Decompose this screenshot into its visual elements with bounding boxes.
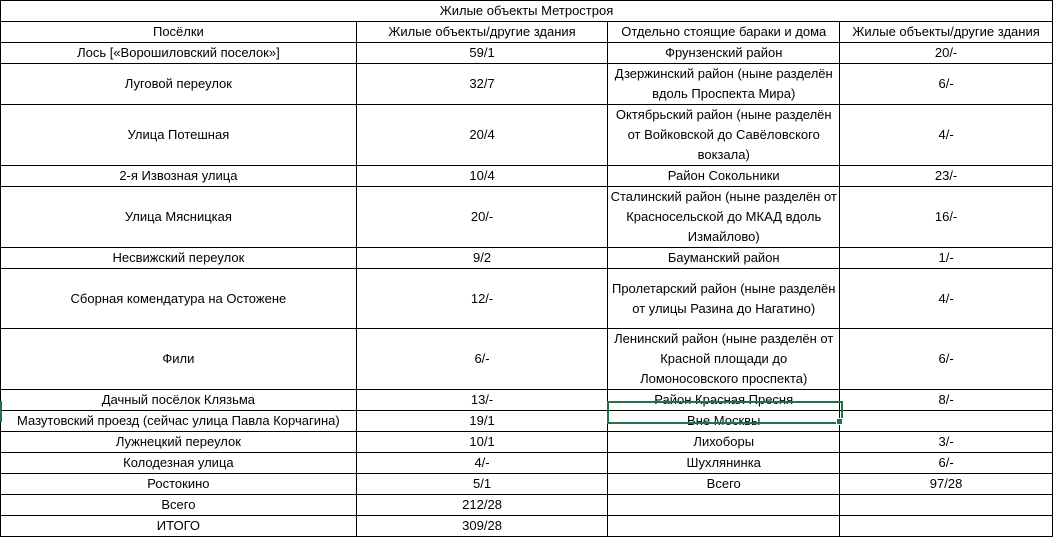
table-row [1, 432, 1053, 453]
settlement-cell[interactable]: Улица Потешная [1, 105, 357, 166]
settlement-count-cell[interactable]: 212/28 [356, 495, 608, 516]
barrack-count-cell[interactable]: 3/- [840, 432, 1053, 453]
settlement-count-cell[interactable]: 59/1 [356, 43, 608, 64]
settlement-cell[interactable]: Дачный посёлок Клязьма [1, 390, 357, 411]
settlement-cell[interactable]: Колодезная улица [1, 453, 357, 474]
table-row [1, 390, 1053, 411]
table-row [1, 453, 1053, 474]
table-row [1, 105, 1053, 166]
table-row [1, 166, 1053, 187]
table-row [1, 411, 1053, 432]
barrack-cell[interactable]: Октябрьский район (ныне разделён от Войковской до Савёловского вокзала) [608, 105, 840, 166]
header-settlements-count[interactable]: Жилые объекты/другие здания [356, 22, 608, 43]
barrack-count-cell[interactable]: 4/- [840, 269, 1053, 329]
barrack-count-cell[interactable] [840, 495, 1053, 516]
table-row [1, 43, 1053, 64]
barrack-cell[interactable]: Район Сокольники [608, 166, 840, 187]
settlement-cell[interactable]: Лось [«Ворошиловский поселок»] [1, 43, 357, 64]
settlement-count-cell[interactable]: 10/4 [356, 166, 608, 187]
settlement-count-cell[interactable]: 6/- [356, 329, 608, 390]
barrack-cell[interactable] [608, 516, 840, 537]
settlement-cell[interactable]: Лужнецкий переулок [1, 432, 357, 453]
barrack-cell-selected[interactable]: Район Красная Пресня [608, 390, 840, 411]
settlement-cell[interactable]: Луговой переулок [1, 64, 357, 105]
header-barracks-count[interactable]: Жилые объекты/другие здания [840, 22, 1053, 43]
settlement-count-cell[interactable]: 5/1 [356, 474, 608, 495]
barrack-count-cell[interactable]: 20/- [840, 43, 1053, 64]
settlement-cell[interactable]: Улица Мясницкая [1, 187, 357, 248]
settlement-count-cell[interactable]: 32/7 [356, 64, 608, 105]
barrack-cell[interactable]: Вне Москвы [608, 411, 840, 432]
header-settlements[interactable]: Посёлки [1, 22, 357, 43]
table-row [1, 495, 1053, 516]
barrack-cell[interactable]: Лихоборы [608, 432, 840, 453]
barrack-cell[interactable]: Бауманский район [608, 248, 840, 269]
table-row [1, 516, 1053, 537]
settlement-count-cell[interactable]: 4/- [356, 453, 608, 474]
table-row [1, 187, 1053, 248]
settlement-count-cell[interactable]: 9/2 [356, 248, 608, 269]
barrack-count-cell[interactable]: 23/- [840, 166, 1053, 187]
settlement-count-cell[interactable]: 309/28 [356, 516, 608, 537]
settlement-count-cell[interactable]: 12/- [356, 269, 608, 329]
barrack-count-cell[interactable]: 6/- [840, 64, 1053, 105]
barrack-count-cell[interactable]: 16/- [840, 187, 1053, 248]
table-row [1, 64, 1053, 105]
barrack-count-cell[interactable]: 1/- [840, 248, 1053, 269]
table-row [1, 474, 1053, 495]
table-row [1, 269, 1053, 329]
barrack-count-cell[interactable]: 4/- [840, 105, 1053, 166]
barrack-cell[interactable]: Пролетарский район (ныне разделён от улицы Разина до Нагатино) [608, 269, 840, 329]
header-barracks[interactable]: Отдельно стоящие бараки и дома [608, 22, 840, 43]
barrack-count-cell[interactable]: 97/28 [840, 474, 1053, 495]
fill-handle[interactable] [836, 418, 843, 425]
barrack-count-cell[interactable] [840, 411, 1053, 432]
settlement-cell[interactable]: Сборная комендатура на Остожене [1, 269, 357, 329]
barrack-count-cell[interactable] [840, 516, 1053, 537]
settlement-count-cell[interactable]: 20/- [356, 187, 608, 248]
settlement-cell[interactable]: 2-я Извозная улица [1, 166, 357, 187]
settlement-count-cell[interactable]: 19/1 [356, 411, 608, 432]
settlement-cell[interactable]: Фили [1, 329, 357, 390]
barrack-cell[interactable]: Ленинский район (ныне разделён от Красной площади до Ломоносовского проспекта) [608, 329, 840, 390]
barrack-cell[interactable]: Сталинский район (ныне разделён от Красносельской до МКАД вдоль Измайлово) [608, 187, 840, 248]
table-row [1, 329, 1053, 390]
settlement-cell[interactable]: Ростокино [1, 474, 357, 495]
table-title[interactable]: Жилые объекты Метростроя [1, 1, 1053, 22]
barrack-count-cell[interactable]: 6/- [840, 329, 1053, 390]
barrack-cell[interactable]: Дзержинский район (ныне разделён вдоль Проспекта Мира) [608, 64, 840, 105]
settlement-cell[interactable]: ИТОГО [1, 516, 357, 537]
settlement-count-cell[interactable]: 10/1 [356, 432, 608, 453]
barrack-count-cell[interactable]: 8/- [840, 390, 1053, 411]
settlement-cell[interactable]: Всего [1, 495, 357, 516]
row-selection-marker [0, 401, 2, 422]
barrack-cell[interactable]: Фрунзенский район [608, 43, 840, 64]
table-row [1, 248, 1053, 269]
barrack-cell[interactable]: Шухлянинка [608, 453, 840, 474]
settlement-cell[interactable]: Несвижский переулок [1, 248, 357, 269]
barrack-cell[interactable] [608, 495, 840, 516]
settlement-count-cell[interactable]: 20/4 [356, 105, 608, 166]
settlement-count-cell[interactable]: 13/- [356, 390, 608, 411]
barrack-count-cell[interactable]: 6/- [840, 453, 1053, 474]
barrack-cell[interactable]: Всего [608, 474, 840, 495]
settlement-cell[interactable]: Мазутовский проезд (сейчас улица Павла Корчагина) [1, 411, 357, 432]
